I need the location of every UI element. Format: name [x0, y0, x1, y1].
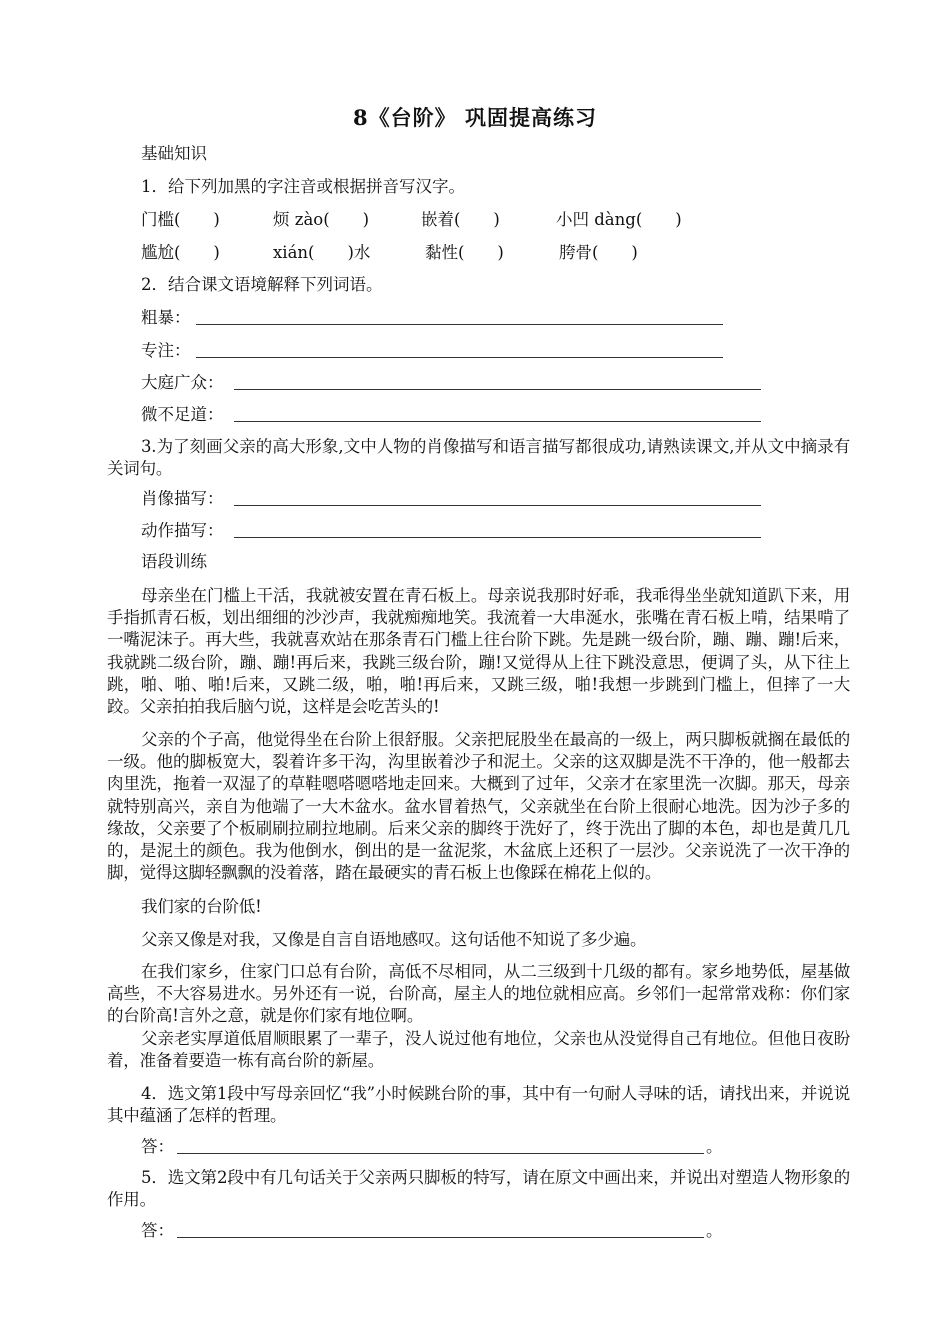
pinyin-item: 尴尬( ): [141, 243, 220, 262]
answer-line[interactable]: [196, 357, 723, 358]
pinyin-item: 小凹 dàng( ): [556, 210, 682, 229]
answer-label: 答：: [141, 1221, 174, 1240]
passage-paragraph-1: 母亲坐在门槛上干活，我就被安置在青石板上。母亲说我那时好乖，我乖得坐坐就知道趴下来，用手指抓青石板，划出细细的沙沙声，我就痴痴地笑。我流着一大串涎水，张嘴在青石板上啃，结果啃了一嘴泥沫子。再大些，我就喜欢站在那条青石门槛上往台阶下跳。先是跳一级台阶，蹦、蹦、蹦!后来，我就跳二级台阶，蹦、蹦!再后来，我跳三级台阶，蹦!又觉得从上往下跳没意思，便调了头，从下往上跳，啪、啪、啪!后来，又跳二级，啪，啪!再后来，又跳三级，啪!我想一步跳到门槛上，但摔了一大跤。父亲拍拍我后脑勺说，这样是会吃苦头的!: [107, 586, 850, 717]
term-label: 粗暴：: [141, 308, 191, 327]
question-3-prompt: 3.为了刻画父亲的高大形象,文中人物的肖像描写和语言描写都很成功,请熟读课文,并从文中摘录有关词句。: [107, 437, 850, 479]
answer-label: 答：: [141, 1137, 174, 1156]
pinyin-item: xián( )水: [273, 243, 371, 262]
section-heading-reading: 语段训练: [141, 552, 207, 571]
answer-line[interactable]: [234, 537, 761, 538]
answer-line[interactable]: [177, 1237, 704, 1238]
question-2-prompt: 2．结合课文语境解释下列词语。: [141, 275, 383, 294]
field-label: 动作描写：: [141, 521, 224, 540]
answer-line[interactable]: [196, 324, 723, 325]
passage-paragraph-6: 父亲老实厚道低眉顺眼累了一辈子，没人说过他有地位，父亲也从没觉得自己有地位。但他日夜盼着，准备着要造一栋有高台阶的新屋。: [107, 1029, 850, 1071]
pinyin-item: 烦 zào( ): [273, 210, 370, 229]
answer-line[interactable]: [234, 505, 761, 506]
pinyin-item: 门槛( ): [141, 210, 220, 229]
answer-line[interactable]: [234, 421, 761, 422]
section-heading-basic: 基础知识: [141, 144, 207, 163]
passage-paragraph-4: 父亲又像是对我，又像是自言自语地感叹。这句话他不知说了多少遍。: [141, 930, 647, 949]
pinyin-item: 胯骨( ): [559, 243, 638, 262]
end-mark: 。: [706, 1137, 723, 1156]
answer-line[interactable]: [177, 1153, 704, 1154]
question-1-prompt: 1．给下列加黑的字注音或根据拼音写汉字。: [141, 177, 465, 196]
question-5-prompt: 5．选文第2段中有几句话关于父亲两只脚板的特写，请在原文中画出来，并说出对塑造人物形象的作用。: [107, 1168, 850, 1210]
passage-paragraph-3: 我们家的台阶低!: [141, 897, 262, 916]
term-label: 专注：: [141, 341, 191, 360]
field-label: 肖像描写：: [141, 489, 224, 508]
pinyin-item: 嵌着( ): [421, 210, 500, 229]
passage-paragraph-2: 父亲的个子高，他觉得坐在台阶上很舒服。父亲把屁股坐在最高的一级上，两只脚板就搁在最低的一级。他的脚板宽大，裂着许多干沟，沟里嵌着沙子和泥土。父亲的这双脚是洗不干净的，他一般都去肉里洗，拖着一双湿了的草鞋嗯嗒嗯嗒地走回来。大概到了过年，父亲才在家里洗一次脚。那天，母亲就特别高兴，亲自为他端了一大木盆水。盆水冒着热气，父亲就坐在台阶上很耐心地洗。因为沙子多的缘故，父亲要了个板刷刷拉刷拉地刷。后来父亲的脚终于洗好了，终于洗出了脚的本色，却也是黄几几的，是泥土的颜色。我为他倒水，倒出的是一盆泥浆，木盆底上还积了一层沙。父亲说洗了一次干净的脚，觉得这脚轻飘飘的没着落，踏在最硬实的青石板上也像踩在棉花上似的。: [107, 730, 850, 883]
end-mark: 。: [706, 1221, 723, 1240]
answer-line[interactable]: [234, 389, 761, 390]
pinyin-item: 黏性( ): [425, 243, 504, 262]
page-title: 8《台阶》 巩固提高练习: [353, 105, 597, 130]
term-label: 微不足道：: [141, 405, 224, 424]
question-4-prompt: 4．选文第1段中写母亲回忆“我”小时候跳台阶的事，其中有一句耐人寻味的话，请找出来，并说说其中蕴涵了怎样的哲理。: [107, 1084, 850, 1126]
term-label: 大庭广众：: [141, 373, 224, 392]
passage-paragraph-5: 在我们家乡，住家门口总有台阶，高低不尽相同，从二三级到十几级的都有。家乡地势低，屋基做高些，不大容易进水。另外还有一说，台阶高，屋主人的地位就相应高。乡邻们一起常常戏称：你们家的台阶高!言外之意，就是你们家有地位啊。: [107, 962, 850, 1026]
